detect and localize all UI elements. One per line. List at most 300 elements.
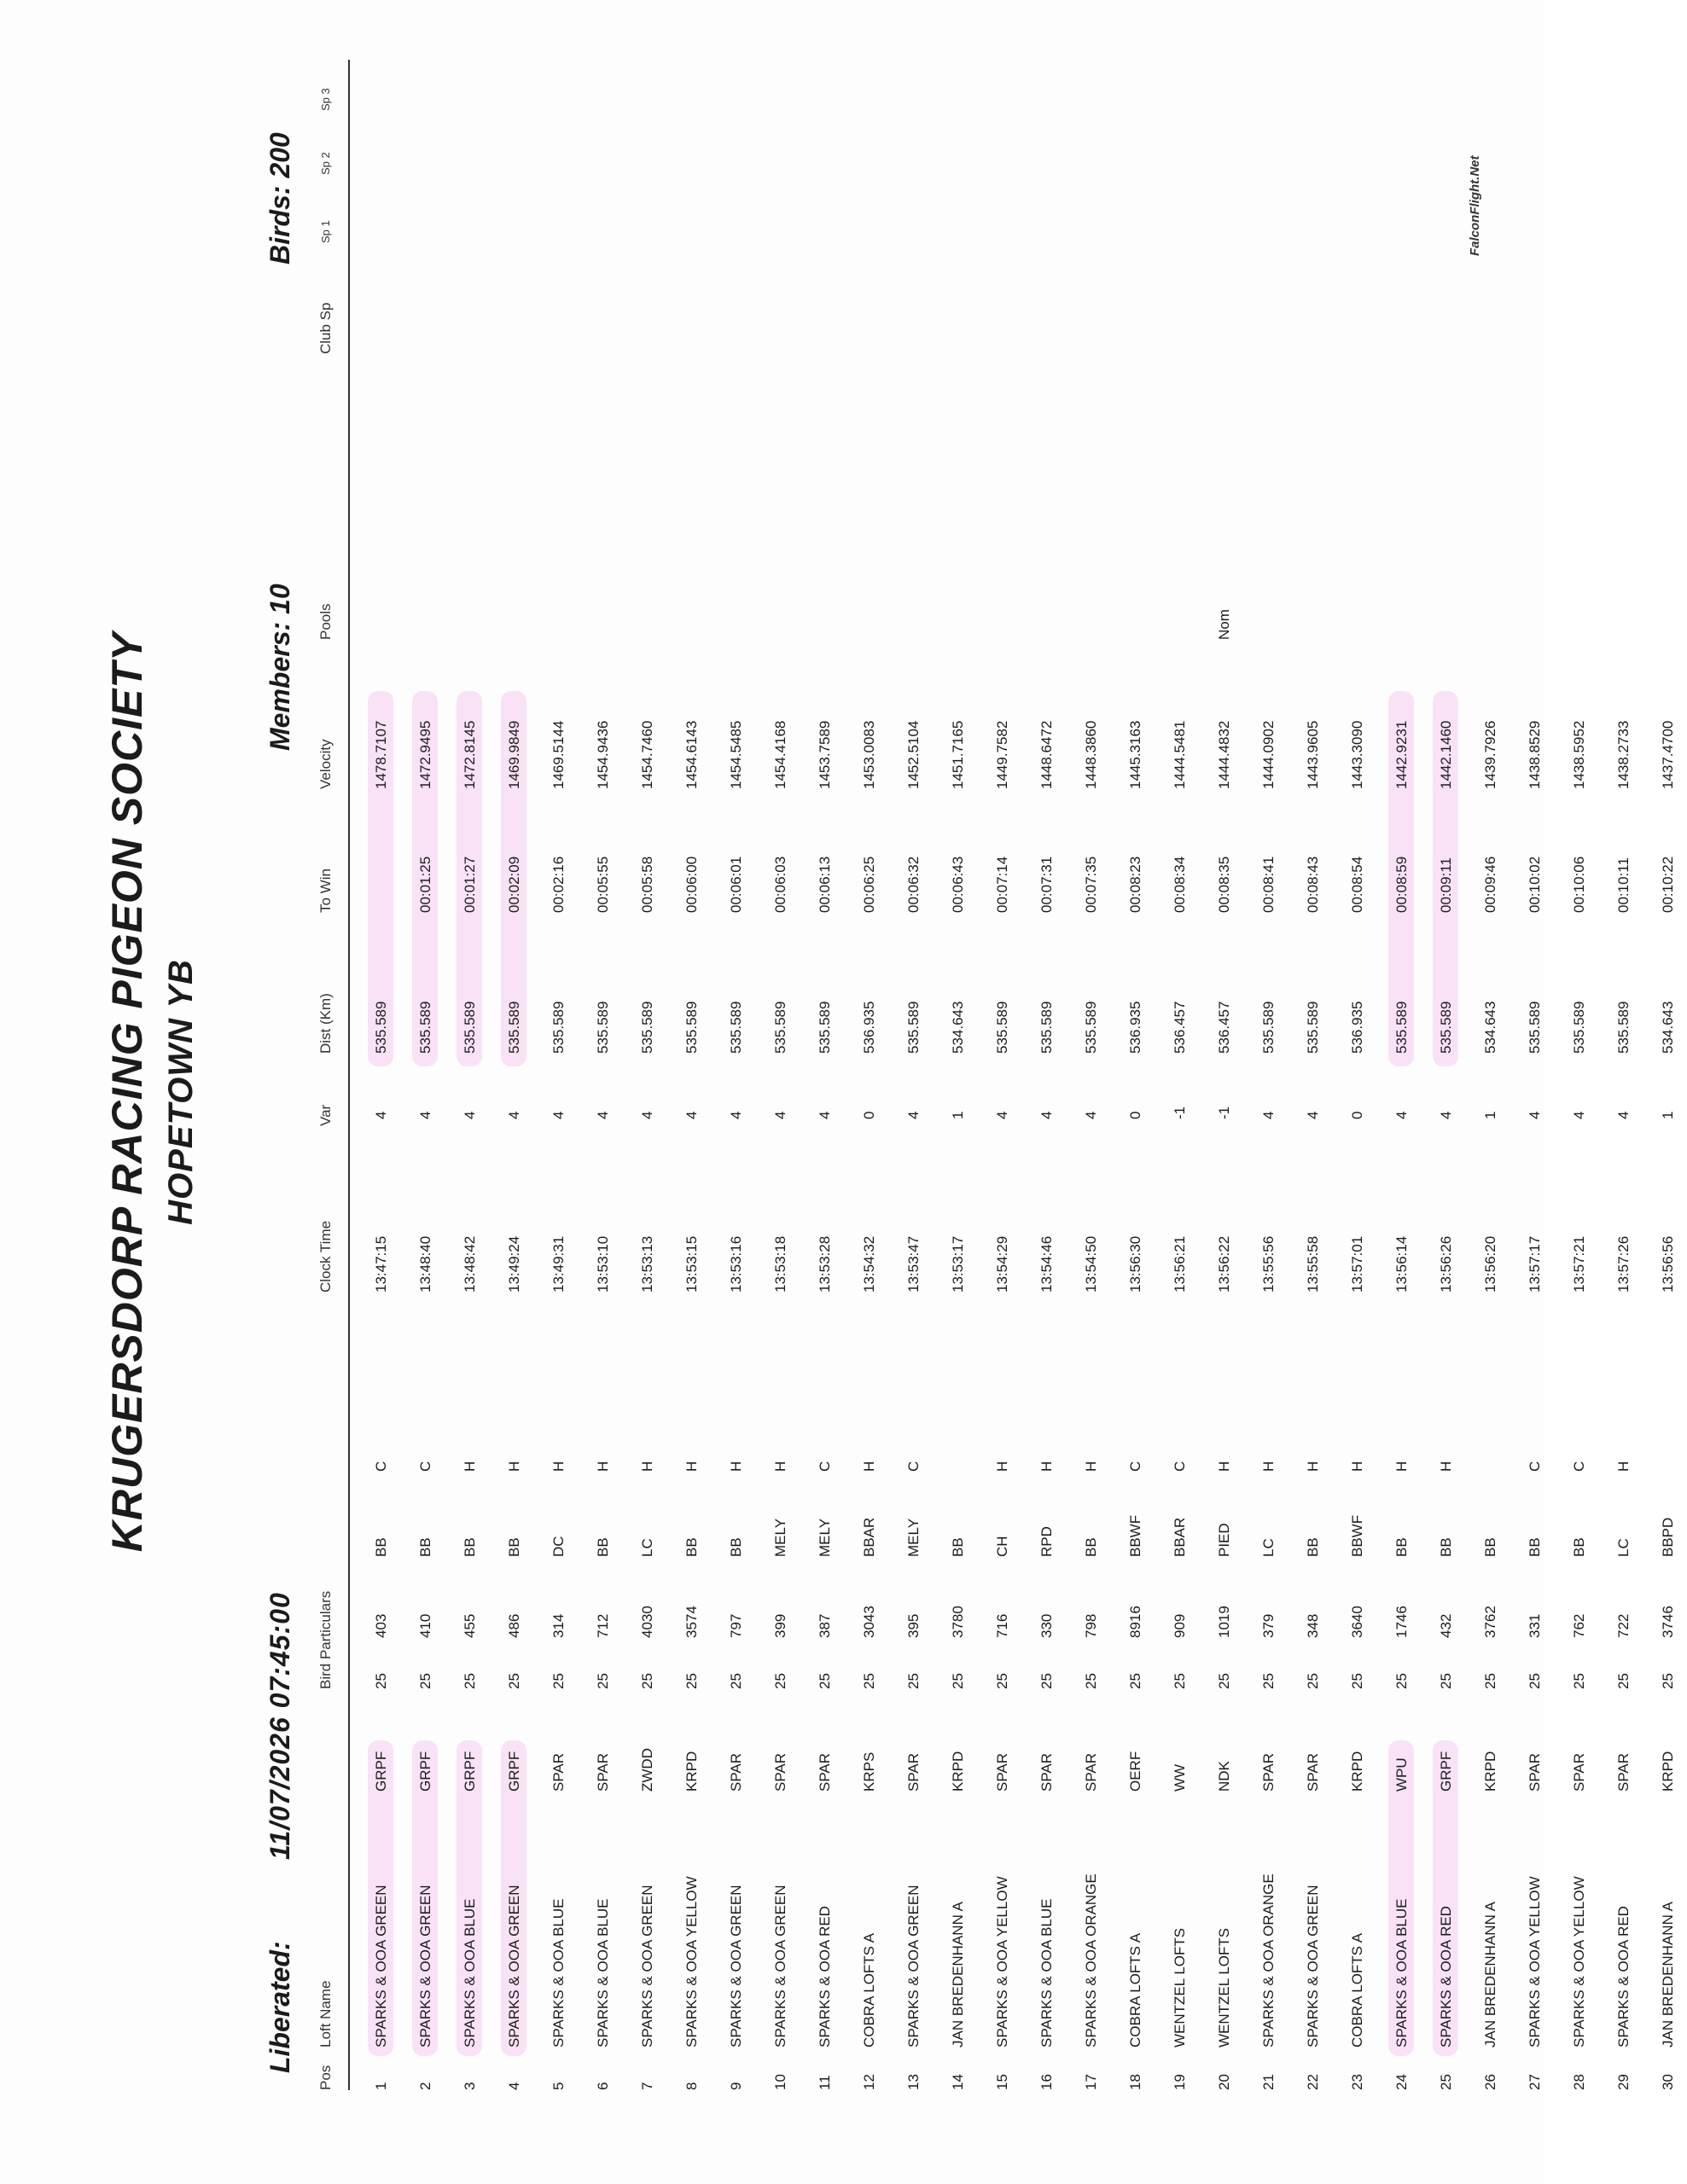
cell-to-win: 00:06:03 xyxy=(772,856,788,913)
cell-bird-color: MELY xyxy=(905,1518,922,1557)
cell-bird-color: BB xyxy=(1482,1537,1498,1557)
col-to-win: To Win xyxy=(317,868,334,913)
cell-bird-sex: H xyxy=(462,1461,478,1472)
table-row xyxy=(585,60,622,2090)
cell-ring-number: 455 xyxy=(462,1613,478,1638)
cell-bird-color: BB xyxy=(1393,1537,1410,1557)
cell-club-code: GRPF xyxy=(1438,1751,1454,1792)
cell-clock-time: 13:56:20 xyxy=(1482,1235,1498,1292)
cell-clock-time: 13:56:26 xyxy=(1438,1235,1454,1292)
cell-ring-number: 410 xyxy=(417,1613,433,1638)
cell-year: 25 xyxy=(1038,1673,1055,1689)
cell-ring-number: 348 xyxy=(1305,1613,1321,1638)
cell-loft-name: SPARKS & OOA YELLOW xyxy=(1571,1876,1587,2048)
cell-loft-name: SPARKS & OOA RED xyxy=(817,1906,833,2048)
cell-loft-name: SPARKS & OOA GREEN xyxy=(373,1885,389,2048)
cell-bird-color: BBWF xyxy=(1127,1514,1143,1557)
cell-year: 25 xyxy=(1615,1673,1632,1689)
cell-to-win: 00:01:27 xyxy=(462,856,478,913)
table-row xyxy=(407,60,445,2090)
cell-bird-color: BB xyxy=(462,1537,478,1557)
cell-ring-number: 399 xyxy=(772,1613,788,1638)
cell-distance: 535.589 xyxy=(1083,1001,1099,1054)
members-count: Members: 10 xyxy=(265,584,295,751)
cell-distance: 535.589 xyxy=(817,1001,833,1054)
cell-loft-name: WENTZEL LOFTS xyxy=(1216,1927,1232,2048)
cell-bird-color: BB xyxy=(728,1537,744,1557)
cell-bird-sex: H xyxy=(550,1461,567,1472)
cell-club-code: OERF xyxy=(1127,1751,1143,1792)
cell-clock-time: 13:47:15 xyxy=(373,1235,389,1292)
cell-bird-color: BB xyxy=(1083,1537,1099,1557)
cell-clock-time: 13:56:22 xyxy=(1216,1235,1232,1292)
cell-year: 25 xyxy=(772,1673,788,1689)
cell-velocity: 1454.4168 xyxy=(772,720,788,789)
col-velocity: Velocity xyxy=(317,739,334,789)
cell-velocity: 1454.6143 xyxy=(684,720,700,789)
cell-ring-number: 797 xyxy=(728,1613,744,1638)
liberated-label: Liberated: xyxy=(265,1941,295,2073)
cell-ring-number: 762 xyxy=(1571,1613,1587,1638)
cell-var: 4 xyxy=(639,1111,655,1119)
cell-loft-name: WENTZEL LOFTS xyxy=(1172,1927,1188,2048)
cell-clock-time: 13:56:21 xyxy=(1172,1235,1188,1292)
cell-ring-number: 4030 xyxy=(639,1606,655,1638)
cell-var: 4 xyxy=(1393,1111,1410,1119)
table-row xyxy=(1383,60,1421,2090)
col-sp3: Sp 3 xyxy=(319,88,332,111)
cell-pos: 15 xyxy=(994,2074,1010,2090)
cell-ring-number: 722 xyxy=(1615,1613,1632,1638)
cell-to-win: 00:08:43 xyxy=(1305,856,1321,913)
cell-bird-sex: H xyxy=(1615,1461,1632,1472)
col-sp2: Sp 2 xyxy=(319,152,332,175)
cell-distance: 535.589 xyxy=(639,1001,655,1054)
header-rule xyxy=(348,60,350,2090)
cell-to-win: 00:06:13 xyxy=(817,856,833,913)
cell-distance: 534.643 xyxy=(950,1001,966,1054)
cell-bird-sex: H xyxy=(1305,1461,1321,1472)
cell-clock-time: 13:53:17 xyxy=(950,1235,966,1292)
table-row xyxy=(984,60,1021,2090)
cell-club-code: SPAR xyxy=(1038,1752,1055,1792)
cell-velocity: 1443.9605 xyxy=(1305,720,1321,789)
cell-year: 25 xyxy=(1660,1673,1676,1689)
cell-year: 25 xyxy=(1571,1673,1587,1689)
cell-distance: 535.589 xyxy=(1038,1001,1055,1054)
cell-club-code: SPAR xyxy=(994,1752,1010,1792)
cell-to-win: 00:09:46 xyxy=(1482,856,1498,913)
cell-to-win: 00:08:35 xyxy=(1216,856,1232,913)
table-row xyxy=(1028,60,1066,2090)
table-row xyxy=(1561,60,1598,2090)
cell-clock-time: 13:53:18 xyxy=(772,1235,788,1292)
cell-to-win: 00:06:43 xyxy=(950,856,966,913)
cell-bird-color: BB xyxy=(373,1537,389,1557)
cell-club-code: SPAR xyxy=(905,1752,922,1792)
cell-pos: 17 xyxy=(1083,2074,1099,2090)
cell-year: 25 xyxy=(1393,1673,1410,1689)
cell-distance: 535.589 xyxy=(506,1001,522,1054)
cell-var: 4 xyxy=(1083,1111,1099,1119)
cell-velocity: 1451.7165 xyxy=(950,720,966,789)
cell-var: 4 xyxy=(1571,1111,1587,1119)
cell-distance: 535.589 xyxy=(728,1001,744,1054)
cell-velocity: 1469.5144 xyxy=(550,720,567,789)
cell-pos: 9 xyxy=(728,2082,744,2090)
cell-velocity: 1439.7926 xyxy=(1482,720,1498,789)
cell-club-code: ZWDD xyxy=(639,1748,655,1792)
cell-year: 25 xyxy=(817,1673,833,1689)
cell-loft-name: SPARKS & OOA ORANGE xyxy=(1083,1873,1099,2048)
table-row xyxy=(1428,60,1465,2090)
cell-clock-time: 13:57:26 xyxy=(1615,1235,1632,1292)
cell-pos: 4 xyxy=(506,2082,522,2090)
cell-distance: 534.643 xyxy=(1660,1001,1676,1054)
cell-velocity: 1449.7582 xyxy=(994,720,1010,789)
cell-bird-sex: H xyxy=(1438,1461,1454,1472)
cell-to-win: 00:02:16 xyxy=(550,856,567,913)
cell-ring-number: 379 xyxy=(1260,1613,1277,1638)
cell-pos: 23 xyxy=(1349,2074,1365,2090)
cell-distance: 535.589 xyxy=(994,1001,1010,1054)
cell-distance: 535.589 xyxy=(1571,1001,1587,1054)
cell-bird-color: BB xyxy=(950,1537,966,1557)
cell-bird-color: LC xyxy=(639,1538,655,1557)
cell-distance: 535.589 xyxy=(772,1001,788,1054)
cell-distance: 535.589 xyxy=(1305,1001,1321,1054)
cell-pools: Nom xyxy=(1216,609,1232,640)
cell-ring-number: 909 xyxy=(1172,1613,1188,1638)
table-row xyxy=(1339,60,1376,2090)
cell-to-win: 00:07:14 xyxy=(994,856,1010,913)
cell-year: 25 xyxy=(639,1673,655,1689)
table-row xyxy=(939,60,977,2090)
cell-bird-sex: H xyxy=(1083,1461,1099,1472)
cell-year: 25 xyxy=(462,1673,478,1689)
cell-var: 4 xyxy=(1438,1111,1454,1119)
cell-bird-sex: H xyxy=(684,1461,700,1472)
cell-club-code: KRPD xyxy=(1349,1751,1365,1792)
cell-loft-name: JAN BREDENHANN A xyxy=(1482,1902,1498,2048)
cell-var: 4 xyxy=(373,1111,389,1119)
cell-loft-name: JAN BREDENHANN A xyxy=(1660,1902,1676,2048)
cell-clock-time: 13:53:15 xyxy=(684,1235,700,1292)
col-clock-time: Clock Time xyxy=(317,1220,334,1292)
cell-bird-color: CH xyxy=(994,1536,1010,1557)
cell-to-win: 00:08:41 xyxy=(1260,856,1277,913)
cell-pos: 19 xyxy=(1172,2074,1188,2090)
cell-var: 4 xyxy=(1527,1111,1543,1119)
cell-velocity: 1438.2733 xyxy=(1615,720,1632,789)
table-row xyxy=(363,60,400,2090)
table-row xyxy=(1161,60,1199,2090)
cell-club-code: SPAR xyxy=(595,1752,611,1792)
cell-bird-color: MELY xyxy=(772,1518,788,1557)
cell-to-win: 00:02:09 xyxy=(506,856,522,913)
cell-velocity: 1478.7107 xyxy=(373,720,389,789)
cell-club-code: SPAR xyxy=(1305,1752,1321,1792)
cell-to-win: 00:10:11 xyxy=(1615,857,1632,913)
cell-distance: 535.589 xyxy=(373,1001,389,1054)
col-club-sp: Club Sp xyxy=(317,302,334,354)
society-title: KRUGERSDORP RACING PIGEON SOCIETY xyxy=(103,631,151,1553)
cell-var: 4 xyxy=(684,1111,700,1119)
cell-var: 1 xyxy=(1482,1111,1498,1119)
cell-clock-time: 13:53:16 xyxy=(728,1235,744,1292)
cell-pos: 13 xyxy=(905,2074,922,2090)
cell-club-code: SPAR xyxy=(1571,1752,1587,1792)
cell-bird-color: BB xyxy=(1438,1537,1454,1557)
cell-distance: 534.643 xyxy=(1482,1001,1498,1054)
cell-ring-number: 712 xyxy=(595,1613,611,1638)
cell-clock-time: 13:53:13 xyxy=(639,1235,655,1292)
cell-bird-sex: H xyxy=(1349,1461,1365,1472)
cell-to-win: 00:01:25 xyxy=(417,856,433,913)
cell-loft-name: SPARKS & OOA GREEN xyxy=(728,1885,744,2048)
cell-year: 25 xyxy=(1172,1673,1188,1689)
cell-velocity: 1444.0902 xyxy=(1260,720,1277,789)
cell-bird-sex: C xyxy=(373,1461,389,1472)
cell-clock-time: 13:54:32 xyxy=(861,1235,877,1292)
cell-bird-sex: H xyxy=(772,1461,788,1472)
cell-clock-time: 13:57:21 xyxy=(1571,1235,1587,1292)
table-row xyxy=(1206,60,1243,2090)
cell-loft-name: COBRA LOFTS A xyxy=(1349,1932,1365,2048)
cell-bird-sex: H xyxy=(728,1461,744,1472)
table-header xyxy=(305,60,343,2090)
cell-loft-name: SPARKS & OOA GREEN xyxy=(506,1885,522,2048)
cell-ring-number: 330 xyxy=(1038,1613,1055,1638)
cell-club-code: SPAR xyxy=(772,1752,788,1792)
cell-var: 4 xyxy=(417,1111,433,1119)
cell-velocity: 1445.3163 xyxy=(1127,720,1143,789)
cell-club-code: SPAR xyxy=(817,1752,833,1792)
cell-year: 25 xyxy=(1216,1673,1232,1689)
cell-to-win: 00:08:54 xyxy=(1349,856,1365,913)
cell-bird-color: DC xyxy=(550,1536,567,1557)
cell-ring-number: 716 xyxy=(994,1613,1010,1638)
cell-var: 0 xyxy=(1349,1111,1365,1119)
cell-year: 25 xyxy=(684,1673,700,1689)
cell-year: 25 xyxy=(1260,1673,1277,1689)
cell-bird-color: BBAR xyxy=(1172,1517,1188,1557)
cell-var: 4 xyxy=(1260,1111,1277,1119)
cell-ring-number: 3640 xyxy=(1349,1606,1365,1638)
cell-bird-sex: C xyxy=(1172,1461,1188,1472)
cell-pos: 1 xyxy=(373,2082,389,2090)
col-sp1: Sp 1 xyxy=(319,220,332,243)
cell-pos: 16 xyxy=(1038,2074,1055,2090)
cell-loft-name: SPARKS & OOA GREEN xyxy=(1305,1885,1321,2048)
cell-var: 4 xyxy=(506,1111,522,1119)
cell-distance: 535.589 xyxy=(1615,1001,1632,1054)
cell-year: 25 xyxy=(1482,1673,1498,1689)
watermark: FalconFlight.Net xyxy=(1468,155,1482,256)
cell-bird-sex: C xyxy=(1571,1461,1587,1472)
birds-count: Birds: 200 xyxy=(265,132,295,264)
cell-club-code: GRPF xyxy=(417,1751,433,1792)
cell-var: 4 xyxy=(1615,1111,1632,1119)
cell-pos: 27 xyxy=(1527,2074,1543,2090)
cell-to-win: 00:07:35 xyxy=(1083,856,1099,913)
cell-pos: 5 xyxy=(550,2082,567,2090)
cell-distance: 536.457 xyxy=(1216,1001,1232,1054)
cell-loft-name: SPARKS & OOA YELLOW xyxy=(684,1876,700,2048)
cell-bird-color: LC xyxy=(1260,1538,1277,1557)
cell-club-code: SPAR xyxy=(1615,1752,1632,1792)
cell-club-code: GRPF xyxy=(506,1751,522,1792)
cell-loft-name: SPARKS & OOA YELLOW xyxy=(994,1876,1010,2048)
cell-year: 25 xyxy=(373,1673,389,1689)
table-row xyxy=(895,60,933,2090)
cell-year: 25 xyxy=(728,1673,744,1689)
liberated-value: 11/07/2026 07:45:00 xyxy=(265,1592,295,1860)
cell-pos: 26 xyxy=(1482,2074,1498,2090)
cell-club-code: KRPD xyxy=(950,1751,966,1792)
cell-bird-sex: H xyxy=(994,1461,1010,1472)
cell-clock-time: 13:53:28 xyxy=(817,1235,833,1292)
cell-velocity: 1444.5481 xyxy=(1172,720,1188,789)
cell-club-code: NDK xyxy=(1216,1761,1232,1792)
cell-bird-color: RPD xyxy=(1038,1526,1055,1557)
cell-club-code: WW xyxy=(1172,1763,1188,1792)
cell-bird-color: BBWF xyxy=(1349,1514,1365,1557)
cell-bird-color: BBAR xyxy=(861,1517,877,1557)
cell-velocity: 1448.3860 xyxy=(1083,720,1099,789)
cell-year: 25 xyxy=(1527,1673,1543,1689)
cell-distance: 535.589 xyxy=(1393,1001,1410,1054)
cell-loft-name: SPARKS & OOA BLUE xyxy=(1393,1898,1410,2048)
cell-velocity: 1448.6472 xyxy=(1038,720,1055,789)
cell-bird-sex: H xyxy=(1038,1461,1055,1472)
cell-ring-number: 3762 xyxy=(1482,1606,1498,1638)
cell-to-win: 00:09:11 xyxy=(1438,857,1454,913)
cell-clock-time: 13:49:31 xyxy=(550,1235,567,1292)
cell-velocity: 1453.0083 xyxy=(861,720,877,789)
cell-var: 0 xyxy=(1127,1111,1143,1119)
cell-bird-color: BB xyxy=(1305,1537,1321,1557)
col-bird-particulars: Bird Particulars xyxy=(317,1590,334,1689)
table-row xyxy=(629,60,666,2090)
cell-bird-color: BB xyxy=(1571,1537,1587,1557)
table-row xyxy=(540,60,578,2090)
table-row xyxy=(451,60,489,2090)
cell-to-win: 00:05:58 xyxy=(639,856,655,913)
col-pools: Pools xyxy=(317,603,334,640)
cell-loft-name: SPARKS & OOA BLUE xyxy=(595,1898,611,2048)
cell-pos: 6 xyxy=(595,2082,611,2090)
cell-var: 4 xyxy=(595,1111,611,1119)
race-title: HOPETOWN YB xyxy=(162,959,200,1225)
cell-bird-sex: H xyxy=(639,1461,655,1472)
table-row xyxy=(1516,60,1554,2090)
cell-loft-name: SPARKS & OOA GREEN xyxy=(639,1885,655,2048)
cell-ring-number: 314 xyxy=(550,1613,567,1638)
cell-bird-color: BB xyxy=(506,1537,522,1557)
cell-ring-number: 1019 xyxy=(1216,1606,1232,1638)
cell-year: 25 xyxy=(861,1673,877,1689)
cell-ring-number: 3043 xyxy=(861,1606,877,1638)
cell-velocity: 1443.3090 xyxy=(1349,720,1365,789)
cell-to-win: 00:06:01 xyxy=(728,856,744,913)
cell-bird-color: BBPD xyxy=(1660,1517,1676,1557)
cell-pos: 10 xyxy=(772,2074,788,2090)
cell-clock-time: 13:53:47 xyxy=(905,1235,922,1292)
cell-pos: 3 xyxy=(462,2082,478,2090)
cell-bird-color: MELY xyxy=(817,1518,833,1557)
table-row xyxy=(673,60,711,2090)
cell-loft-name: SPARKS & OOA RED xyxy=(1438,1906,1454,2048)
cell-distance: 536.935 xyxy=(861,1001,877,1054)
cell-year: 25 xyxy=(417,1673,433,1689)
cell-club-code: KRPD xyxy=(1660,1751,1676,1792)
cell-velocity: 1438.5952 xyxy=(1571,720,1587,789)
cell-clock-time: 13:49:24 xyxy=(506,1235,522,1292)
cell-to-win: 00:10:02 xyxy=(1527,856,1543,913)
cell-velocity: 1454.7460 xyxy=(639,720,655,789)
cell-bird-sex: H xyxy=(1216,1461,1232,1472)
cell-var: 4 xyxy=(905,1111,922,1119)
cell-to-win: 00:06:00 xyxy=(684,856,700,913)
cell-bird-sex: H xyxy=(861,1461,877,1472)
cell-to-win: 00:06:32 xyxy=(905,856,922,913)
cell-velocity: 1472.8145 xyxy=(462,720,478,789)
cell-pos: 11 xyxy=(817,2075,833,2090)
cell-pos: 18 xyxy=(1127,2074,1143,2090)
cell-loft-name: SPARKS & OOA GREEN xyxy=(905,1885,922,2048)
cell-loft-name: SPARKS & OOA GREEN xyxy=(772,1885,788,2048)
cell-distance: 535.589 xyxy=(550,1001,567,1054)
cell-to-win: 00:06:25 xyxy=(861,856,877,913)
cell-year: 25 xyxy=(1083,1673,1099,1689)
cell-distance: 535.589 xyxy=(684,1001,700,1054)
cell-bird-color: BB xyxy=(684,1537,700,1557)
cell-pos: 14 xyxy=(950,2074,966,2090)
cell-club-code: SPAR xyxy=(1527,1752,1543,1792)
cell-loft-name: SPARKS & OOA RED xyxy=(1615,1906,1632,2048)
cell-pos: 29 xyxy=(1615,2074,1632,2090)
table-row xyxy=(806,60,844,2090)
cell-pos: 24 xyxy=(1393,2074,1410,2090)
cell-to-win: 00:08:34 xyxy=(1172,856,1188,913)
cell-distance: 535.589 xyxy=(1438,1001,1454,1054)
cell-bird-color: LC xyxy=(1615,1538,1632,1557)
cell-year: 25 xyxy=(1438,1673,1454,1689)
cell-var: 4 xyxy=(550,1111,567,1119)
cell-pos: 30 xyxy=(1660,2074,1676,2090)
cell-distance: 536.935 xyxy=(1349,1001,1365,1054)
table-row xyxy=(1250,60,1288,2090)
cell-club-code: SPAR xyxy=(550,1752,567,1792)
cell-bird-sex: C xyxy=(1127,1461,1143,1472)
cell-to-win: 00:07:31 xyxy=(1038,856,1055,913)
cell-club-code: SPAR xyxy=(728,1752,744,1792)
cell-distance: 535.589 xyxy=(1527,1001,1543,1054)
cell-clock-time: 13:57:01 xyxy=(1349,1235,1365,1292)
table-row xyxy=(1605,60,1643,2090)
table-row xyxy=(1294,60,1332,2090)
cell-club-code: KRPD xyxy=(684,1751,700,1792)
cell-loft-name: COBRA LOFTS A xyxy=(861,1932,877,2048)
cell-bird-sex: H xyxy=(595,1461,611,1472)
cell-bird-sex: C xyxy=(1527,1461,1543,1472)
cell-ring-number: 3780 xyxy=(950,1606,966,1638)
cell-bird-sex: H xyxy=(506,1461,522,1472)
cell-clock-time: 13:56:14 xyxy=(1393,1235,1410,1292)
cell-distance: 536.935 xyxy=(1127,1001,1143,1054)
cell-bird-sex: C xyxy=(817,1461,833,1472)
